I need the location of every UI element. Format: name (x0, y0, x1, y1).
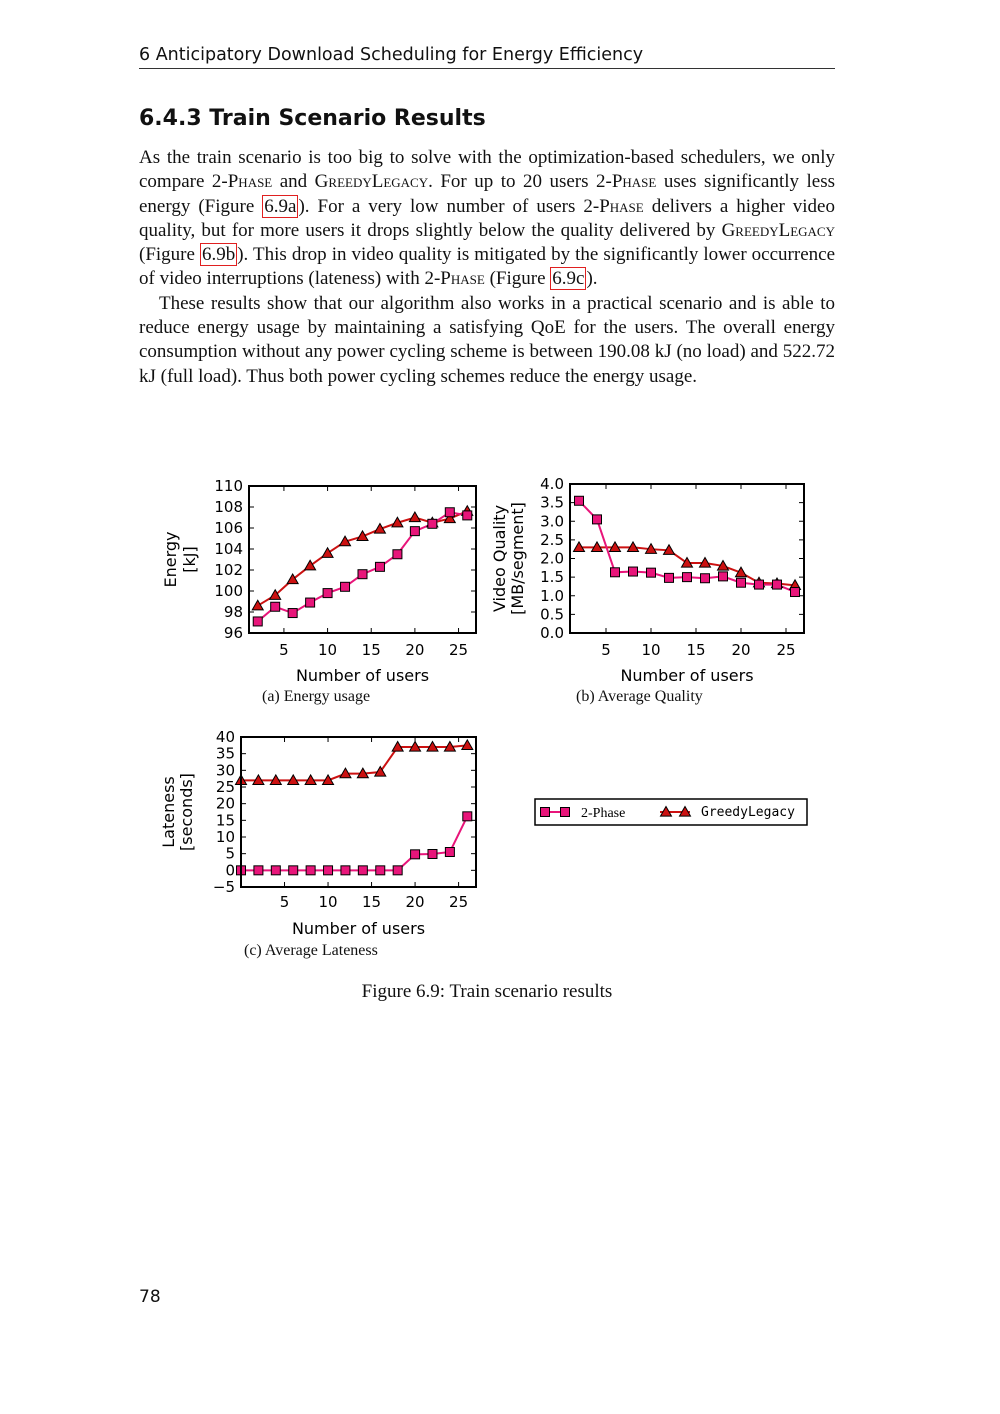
x-tick-label: 25 (449, 893, 469, 911)
y-tick-label: 3.0 (540, 512, 564, 531)
data-point-2phase (323, 589, 332, 598)
data-point-2phase (289, 866, 298, 875)
data-point-greedylegacy (409, 512, 420, 522)
text-run: ). (586, 268, 598, 290)
data-point-2phase (683, 573, 692, 582)
data-point-2phase (271, 866, 280, 875)
text-run: . For up to 20 users 2- (428, 171, 612, 193)
text-run: uses significantly less energy (Figure (139, 171, 836, 217)
data-point-2phase (428, 850, 437, 859)
data-point-2phase (791, 588, 800, 597)
x-tick-label: 20 (731, 641, 751, 659)
figure-ref-6-9c[interactable]: 6.9c (552, 268, 585, 290)
paragraph-2: These results show that our algorithm also works in a practical scenario and is able to reduce energy usage by maintaining a satisfying QoE for the users. The overall energy consumption without any power cycling scheme is between 190.08 kJ (no load) and 522.72 kJ (full load). Thus both power cycling schemes reduce the energy usage. (139, 292, 835, 387)
y-tick-label: 20 (215, 794, 235, 813)
legend-marker-2phase (541, 808, 550, 817)
text-run: and (272, 171, 315, 193)
scheduler-name-greedylegacy: GreedyLegacy (314, 171, 429, 193)
text-run: (Figure (484, 268, 551, 290)
figure-caption: Figure 6.9: Train scenario results (361, 981, 613, 1002)
data-point-2phase (324, 866, 333, 875)
section-title: 6.4.3 Train Scenario Results (139, 106, 486, 131)
chart-lateness (159, 728, 476, 938)
data-point-2phase (375, 562, 384, 571)
data-point-2phase (410, 527, 419, 536)
x-tick-label: 20 (405, 893, 425, 911)
data-point-2phase (271, 602, 280, 611)
y-tick-label: 0.0 (540, 624, 564, 642)
legend-marker-2phase (561, 808, 570, 817)
data-point-2phase (306, 598, 315, 607)
x-tick-label: 5 (601, 641, 611, 659)
data-point-2phase (288, 609, 297, 618)
text-run: ). For a very low number of users 2- (298, 195, 600, 217)
y-tick-label: 100 (214, 582, 243, 600)
y-axis-label: Video Quality (490, 504, 509, 613)
y-tick-label: 106 (214, 519, 243, 537)
x-axis-label: Number of users (620, 666, 754, 685)
y-tick-label: 96 (223, 624, 243, 642)
data-point-2phase (428, 519, 437, 528)
data-point-2phase (393, 866, 402, 875)
data-point-2phase (575, 496, 584, 505)
legend-label-greedylegacy: GreedyLegacy (701, 805, 795, 820)
y-tick-label: 1.0 (540, 586, 564, 605)
x-tick-label: 15 (361, 641, 381, 659)
y-tick-label: 5 (225, 844, 235, 863)
x-tick-label: 15 (686, 641, 706, 659)
chart-legend (535, 799, 807, 825)
x-tick-label: 15 (362, 893, 382, 911)
scheduler-name-2phase: Phase (599, 195, 644, 217)
data-point-2phase (445, 508, 454, 517)
y-tick-label: 30 (215, 761, 235, 780)
x-tick-label: 10 (318, 641, 338, 659)
data-point-2phase (773, 580, 782, 589)
x-axis-label: Number of users (291, 919, 426, 938)
data-point-2phase (463, 812, 472, 821)
data-point-greedylegacy (305, 560, 316, 570)
y-tick-label: 102 (214, 561, 243, 579)
x-tick-label: 10 (318, 893, 338, 911)
y-axis-label: [seconds] (177, 773, 196, 851)
data-point-2phase (341, 866, 350, 875)
data-point-2phase (611, 568, 620, 577)
data-point-2phase (629, 567, 638, 576)
data-point-2phase (393, 550, 402, 559)
y-tick-label: 2.5 (540, 530, 564, 549)
data-point-2phase (737, 578, 746, 587)
data-point-2phase (755, 580, 764, 589)
figure-ref-6-9b[interactable]: 6.9b (201, 244, 236, 266)
scheduler-name-2phase: Phase (227, 171, 273, 193)
legend-label-2phase: 2-Phase (581, 806, 626, 821)
x-tick-label: 10 (641, 641, 661, 659)
data-point-greedylegacy (462, 740, 473, 750)
scheduler-name-2phase: Phase (611, 171, 657, 193)
y-tick-label: 10 (215, 828, 235, 846)
y-tick-label: 0 (225, 861, 235, 880)
running-header: 6 Anticipatory Download Scheduling for Energy Efficiency (139, 45, 835, 69)
y-axis-label: [kJ] (180, 546, 199, 573)
y-tick-label: 108 (214, 498, 243, 516)
scheduler-name-2phase: Phase (440, 268, 485, 290)
data-point-2phase (306, 866, 315, 875)
subcaption-b: (b) Average Quality (576, 688, 703, 705)
data-point-2phase (463, 511, 472, 520)
y-tick-label: 1.5 (540, 568, 564, 587)
y-tick-label: 0.5 (540, 605, 564, 624)
chart-quality (490, 475, 804, 685)
plot-frame (241, 737, 476, 887)
y-tick-label: 104 (214, 540, 243, 558)
x-tick-label: 5 (279, 641, 289, 659)
x-tick-label: 20 (405, 641, 425, 659)
y-axis-label: [MB/segment] (508, 502, 527, 615)
x-tick-label: 5 (279, 893, 290, 911)
y-tick-label: 40 (215, 728, 235, 746)
data-point-2phase (593, 515, 602, 524)
text-run: delivers a higher video quality, but for more users it drops slightly below the quality delivered by (139, 195, 835, 241)
data-point-greedylegacy (252, 600, 263, 610)
scheduler-name-greedylegacy: GreedyLegacy (721, 219, 835, 241)
text-run: ). This drop in video quality is mitigated by the significantly lower occurrence of video interruptions (lateness) with 2- (139, 244, 836, 290)
data-point-2phase (341, 582, 350, 591)
data-point-greedylegacy (322, 548, 333, 558)
x-tick-label: 25 (448, 641, 469, 659)
y-tick-label: 25 (215, 778, 235, 796)
data-point-2phase (253, 617, 262, 626)
data-point-2phase (719, 572, 728, 581)
x-tick-label: 25 (776, 641, 796, 659)
y-tick-label: −5 (212, 878, 235, 896)
data-point-2phase (376, 866, 385, 875)
y-tick-label: 4.0 (540, 475, 564, 493)
data-point-2phase (254, 866, 263, 875)
y-tick-label: 35 (215, 744, 235, 763)
y-tick-label: 2.0 (540, 549, 564, 568)
x-axis-label: Number of users (295, 666, 430, 685)
y-axis-label: Lateness (159, 776, 178, 848)
plot-frame (249, 486, 476, 633)
data-point-2phase (701, 574, 710, 583)
data-point-2phase (411, 850, 420, 859)
y-tick-label: 15 (215, 811, 235, 830)
chart-energy (161, 477, 476, 685)
subcaption-c: (c) Average Lateness (244, 942, 378, 959)
data-point-2phase (358, 570, 367, 579)
subcaption-a: (a) Energy usage (262, 688, 371, 705)
data-point-2phase (445, 848, 454, 857)
data-point-2phase (665, 573, 674, 582)
data-point-2phase (358, 866, 367, 875)
data-point-2phase (647, 568, 656, 577)
series-line-2phase (241, 816, 467, 870)
y-axis-label: Energy (161, 531, 180, 588)
y-tick-label: 98 (223, 603, 243, 621)
y-tick-label: 3.5 (540, 493, 564, 512)
text-run: As the train scenario is too big to solve with the optimization-based schedulers, we only compare 2- (139, 147, 835, 193)
y-tick-label: 110 (214, 477, 243, 495)
page-number: 78 (139, 1287, 161, 1307)
text-run: (Figure (139, 244, 200, 266)
figure-ref-6-9a[interactable]: 6.9a (264, 195, 297, 217)
